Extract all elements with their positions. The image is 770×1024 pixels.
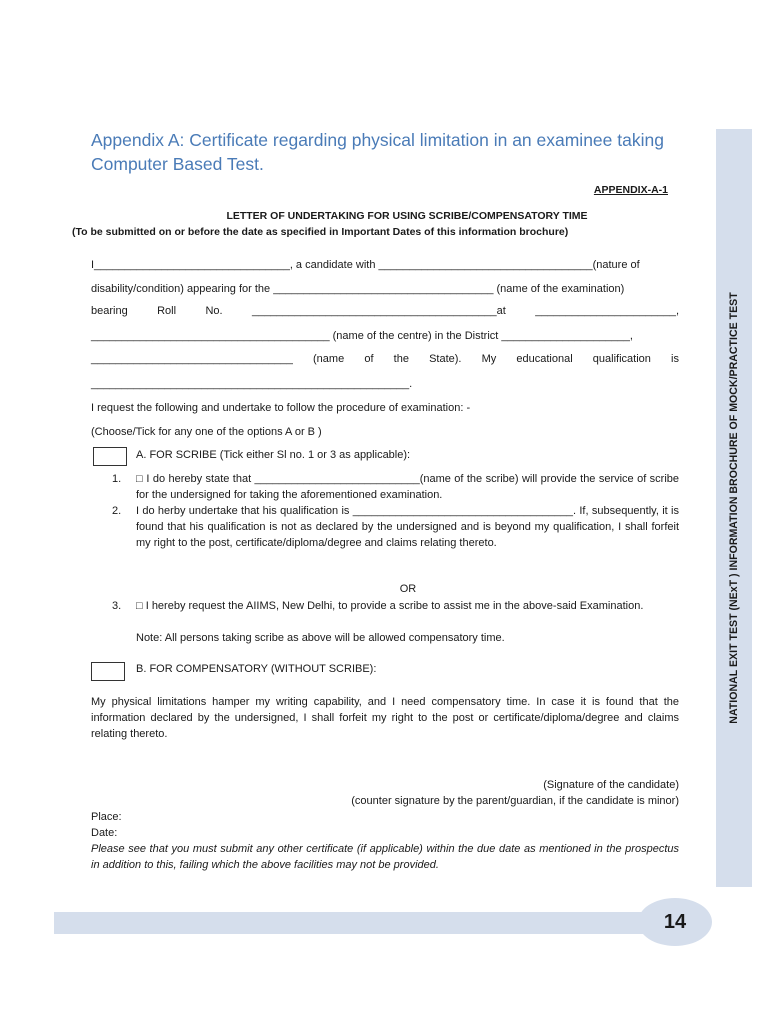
limitation-paragraph: My physical limitations hamper my writing capability, and I need compensatory time. In case it is found that the information declared by the undersigned, I shall forfeit my right to the post or certificate/diploma/degree and claims relating thereto. (91, 696, 679, 740)
form-line-5 (91, 353, 679, 365)
form-word: educational (516, 353, 573, 365)
form-word: qualification (592, 353, 651, 365)
form-word: of (364, 353, 374, 365)
scribe-item-3: □ I hereby request the AIIMS, New Delhi, to provide a scribe to assist me in the above-said Examination. (136, 600, 644, 612)
form-no: No. (205, 305, 223, 317)
letter-subheading: (To be submitted on or before the date as specified in Important Dates of this information brochure) (72, 226, 569, 238)
scribe-item-2: I do herby undertake that his qualification is ____________________________________. If, subsequently, it is found that his qualification is not as declared by the undersigned and is beyond my qualification, I shall forfeit my right to the post, certificate/diploma/degree and claims relating thereto. (136, 505, 679, 549)
appendix-label: APPENDIX-A-1 (593, 184, 668, 196)
form-word: is (671, 353, 679, 365)
footer-band (54, 912, 684, 934)
scribe-item-1: □ I do hereby state that ___________________________(name of the scribe) will provide the service of scribe for the undersigned for taking the aforementioned examination. (136, 473, 679, 501)
page-number: 14 (638, 898, 712, 946)
page-title: Appendix A: Certificate regarding physical limitation in an examinee taking Computer Based Test. (91, 130, 664, 174)
form-line-1: I________________________________, a candidate with ___________________________________(nature of (91, 259, 640, 271)
place-label: Place: (91, 811, 122, 823)
option-b-checkbox[interactable] (91, 662, 125, 681)
side-title: NATIONAL EXIT TEST (NExT ) INFORMATION BROCHURE OF MOCK/PRACTICE TEST (728, 292, 740, 724)
date-label: Date: (91, 827, 118, 839)
item-number: 3. (112, 600, 122, 612)
option-a-label: A. FOR SCRIBE (Tick either Sl no. 1 or 3 as applicable): (136, 449, 411, 461)
form-line-2: disability/condition) appearing for the ____________________________________ (name of the examination) (91, 283, 625, 295)
letter-heading-text: LETTER OF UNDERTAKING FOR USING SCRIBE/COMPENSATORY TIME (226, 210, 588, 222)
candidate-signature: (Signature of the candidate) (543, 779, 679, 791)
form-word: My (481, 353, 497, 365)
item-number: 2. (112, 505, 122, 517)
or-separator: OR (399, 583, 417, 595)
form-roll-blank: ________________________________________at (251, 305, 506, 317)
footnote: Please see that you must submit any other certificate (if applicable) within the due date as mentioned in the prospectus in addition to this, failing which the above facilities may not be provided. (91, 843, 679, 871)
form-line-4: _______________________________________ (name of the centre) in the District _____________________, (91, 330, 633, 342)
form-word: State). (429, 353, 462, 365)
letter-heading (0, 210, 770, 222)
form-line-6: ____________________________________________________. (91, 378, 413, 390)
guardian-signature: (counter signature by the parent/guardian, if the candidate is minor) (351, 795, 679, 807)
option-b-label: B. FOR COMPENSATORY (WITHOUT SCRIBE): (136, 663, 377, 675)
form-bearing: bearing (91, 305, 128, 317)
form-at-blank: _______________________, (535, 305, 679, 317)
scribe-note: Note: All persons taking scribe as above will be allowed compensatory time. (136, 632, 505, 644)
form-word: (name (313, 353, 345, 365)
form-roll: Roll (157, 305, 177, 317)
form-word: the (393, 353, 409, 365)
request-text: I request the following and undertake to follow the procedure of examination: - (91, 402, 471, 414)
form-line-3 (91, 305, 679, 317)
form-state-blank: _________________________________ (91, 353, 293, 365)
item-number: 1. (112, 473, 122, 485)
choose-text: (Choose/Tick for any one of the options A or B ) (91, 426, 322, 438)
option-a-checkbox[interactable] (93, 447, 127, 466)
